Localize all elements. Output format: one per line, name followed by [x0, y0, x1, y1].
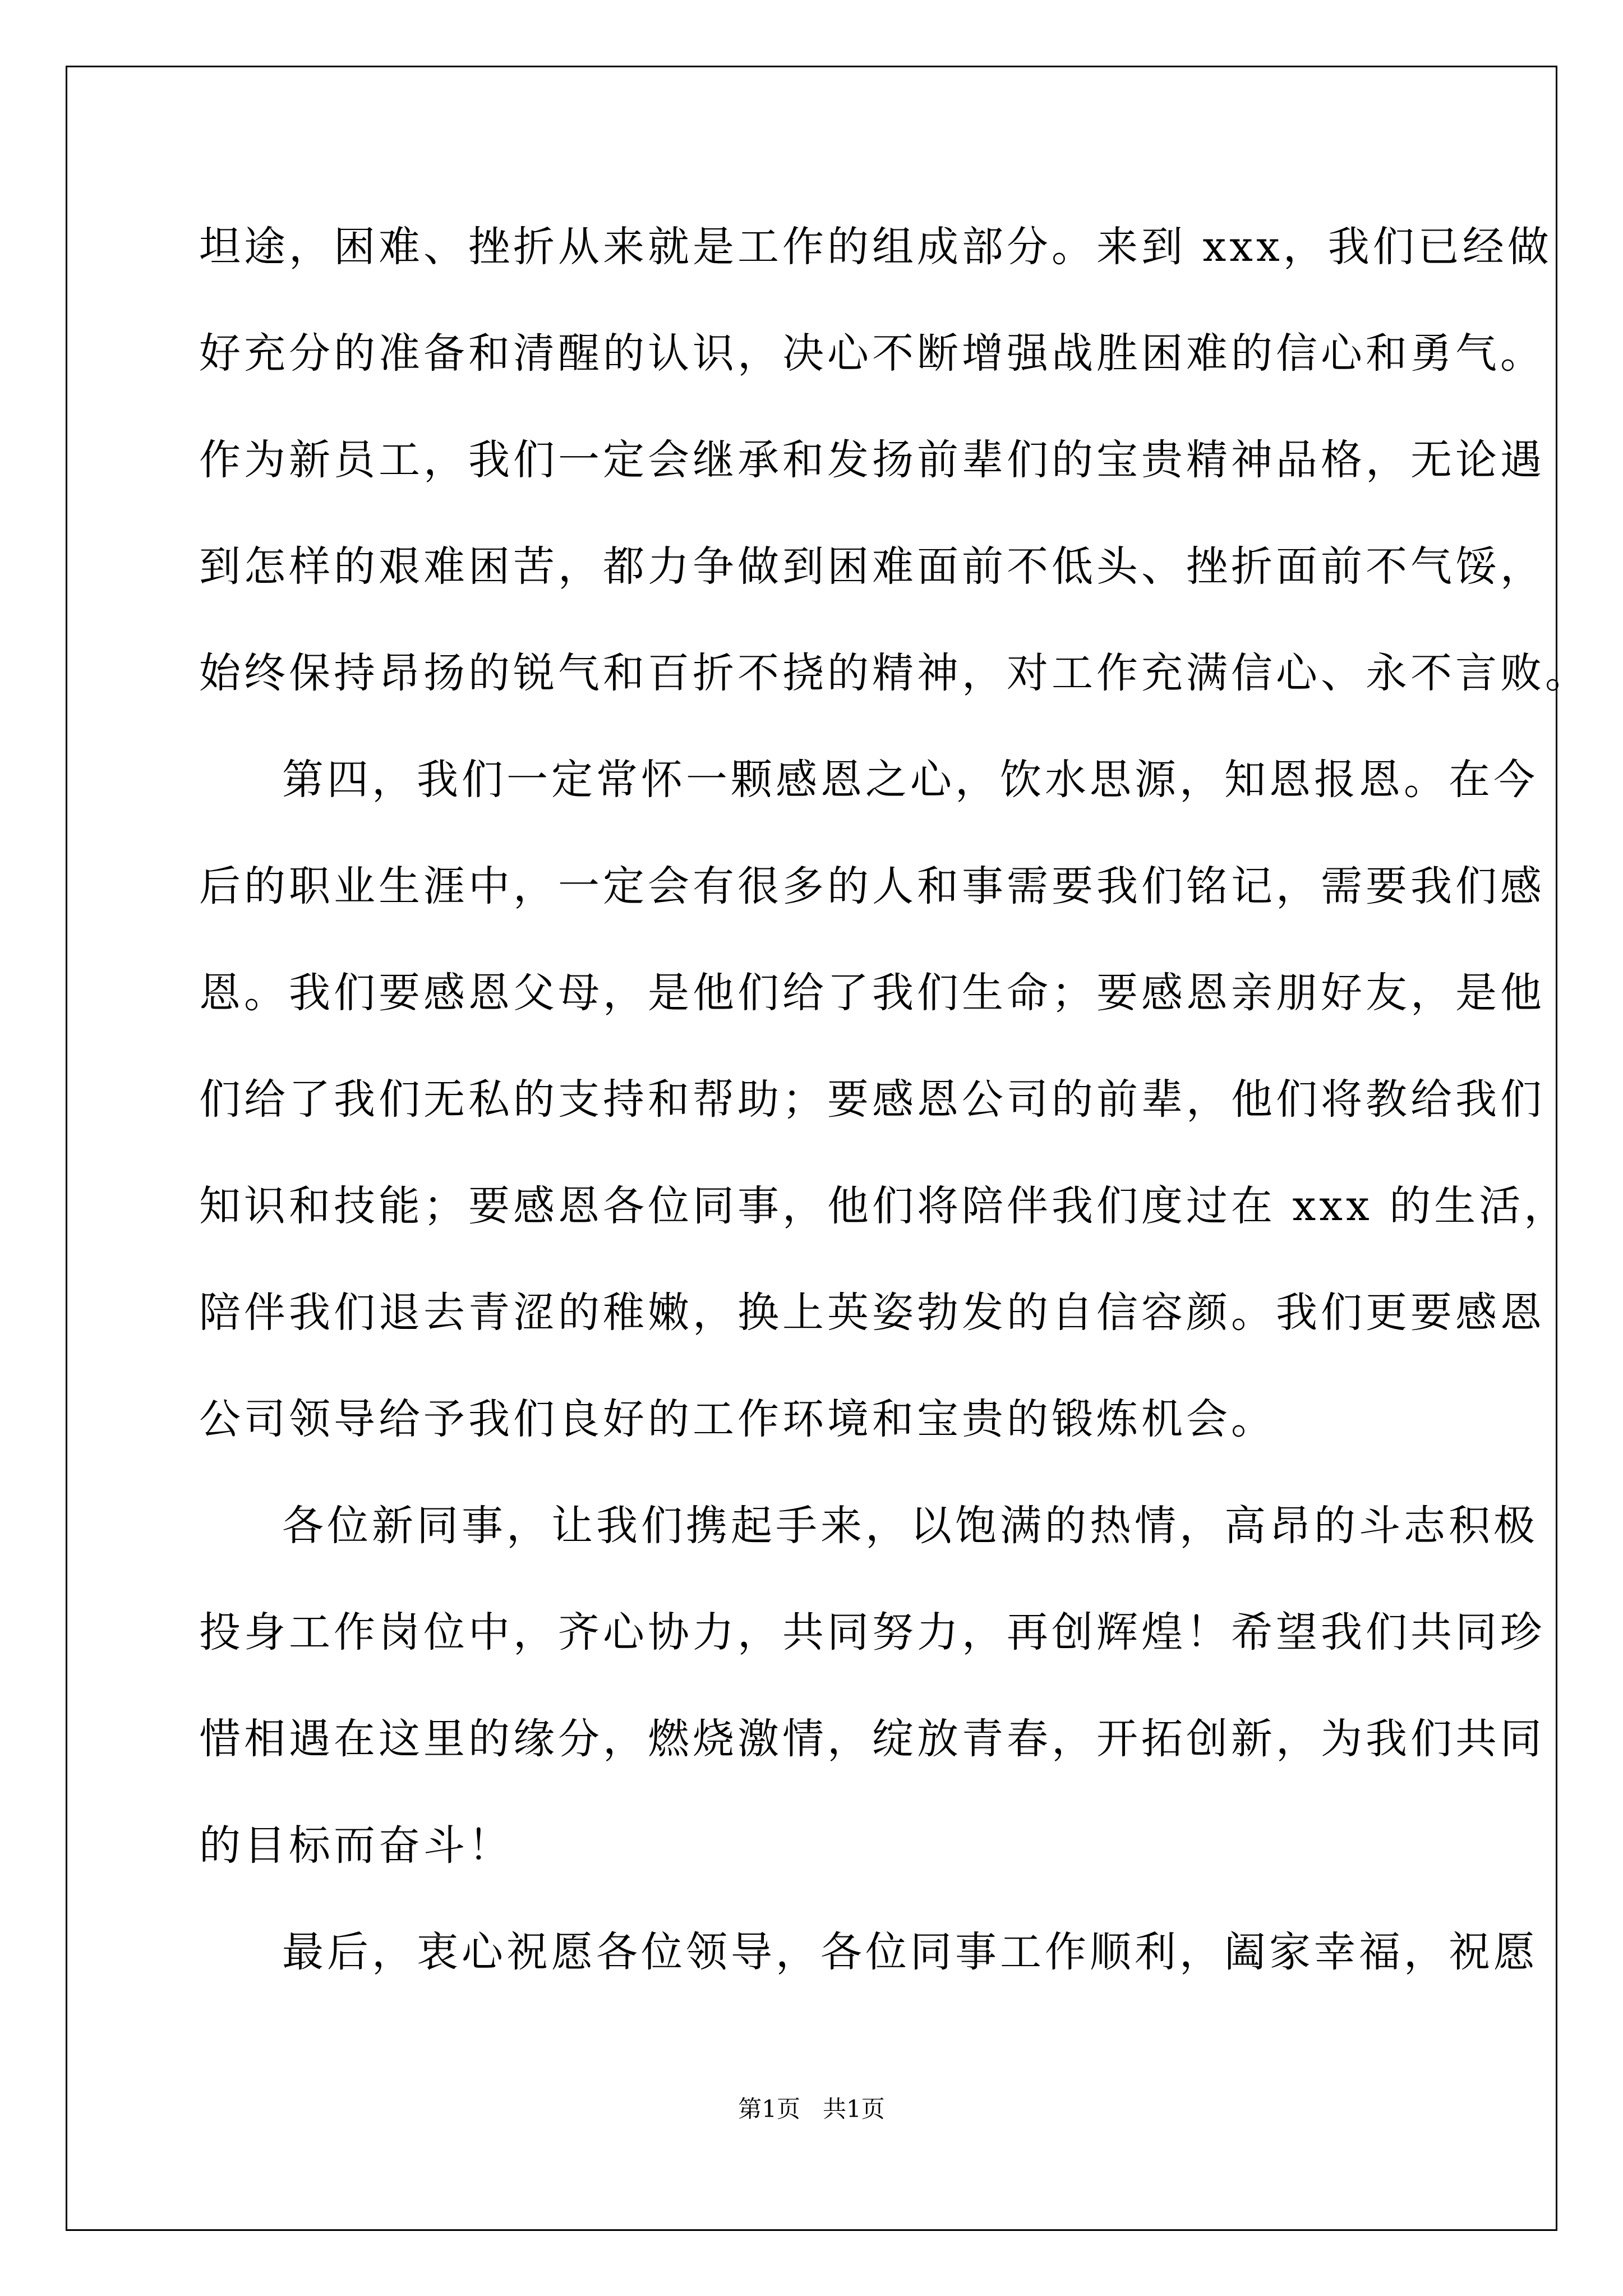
- paragraph-first-line: 最后，衷心祝愿各位领导，各位同事工作顺利，阖家幸福，祝愿: [282, 1928, 1538, 1976]
- text-line: 好充分的准备和清醒的认识，决心不断增强战胜困难的信心和勇气。: [199, 329, 1545, 378]
- text-line: 陪伴我们退去青涩的稚嫩，换上英姿勃发的自信容颜。我们更要感恩: [199, 1289, 1545, 1337]
- text-line: 始终保持昂扬的锐气和百折不挠的精神，对工作充满信心、永不言败。: [199, 649, 1590, 697]
- text-line: 们给了我们无私的支持和帮助；要感恩公司的前辈，他们将教给我们: [199, 1075, 1545, 1124]
- text-line: 恩。我们要感恩父母，是他们给了我们生命；要感恩亲朋好友，是他: [199, 969, 1545, 1017]
- paragraph-first-line: 各位新同事，让我们携起手来，以饱满的热情，高昂的斗志积极: [282, 1502, 1538, 1550]
- text-line: 后的职业生涯中，一定会有很多的人和事需要我们铭记，需要我们感: [199, 862, 1545, 910]
- text-line: 惜相遇在这里的缘分，燃烧激情，绽放青春，开拓创新，为我们共同: [199, 1715, 1545, 1763]
- text-line: 坦途，困难、挫折从来就是工作的组成部分。来到 xxx，我们已经做: [199, 223, 1552, 271]
- text-line: 投身工作岗位中，齐心协力，共同努力，再创辉煌！希望我们共同珍: [199, 1608, 1545, 1657]
- text-line: 到怎样的艰难困苦，都力争做到困难面前不低头、挫折面前不气馁，: [199, 542, 1545, 591]
- page-border: [66, 66, 1590, 2231]
- paragraph-first-line: 第四，我们一定常怀一颗感恩之心，饮水思源，知恩报恩。在今: [282, 756, 1538, 804]
- text-line: 作为新员工，我们一定会继承和发扬前辈们的宝贵精神品格，无论遇: [199, 436, 1545, 484]
- text-line: 公司领导给予我们良好的工作环境和宝贵的锻炼机会。: [199, 1395, 1276, 1443]
- text-line: 的目标而奋斗！: [199, 1821, 513, 1870]
- page-footer: 第1页 共1页: [738, 2095, 885, 2123]
- text-line: 知识和技能；要感恩各位同事，他们将陪伴我们度过在 xxx 的生活，: [199, 1182, 1569, 1230]
